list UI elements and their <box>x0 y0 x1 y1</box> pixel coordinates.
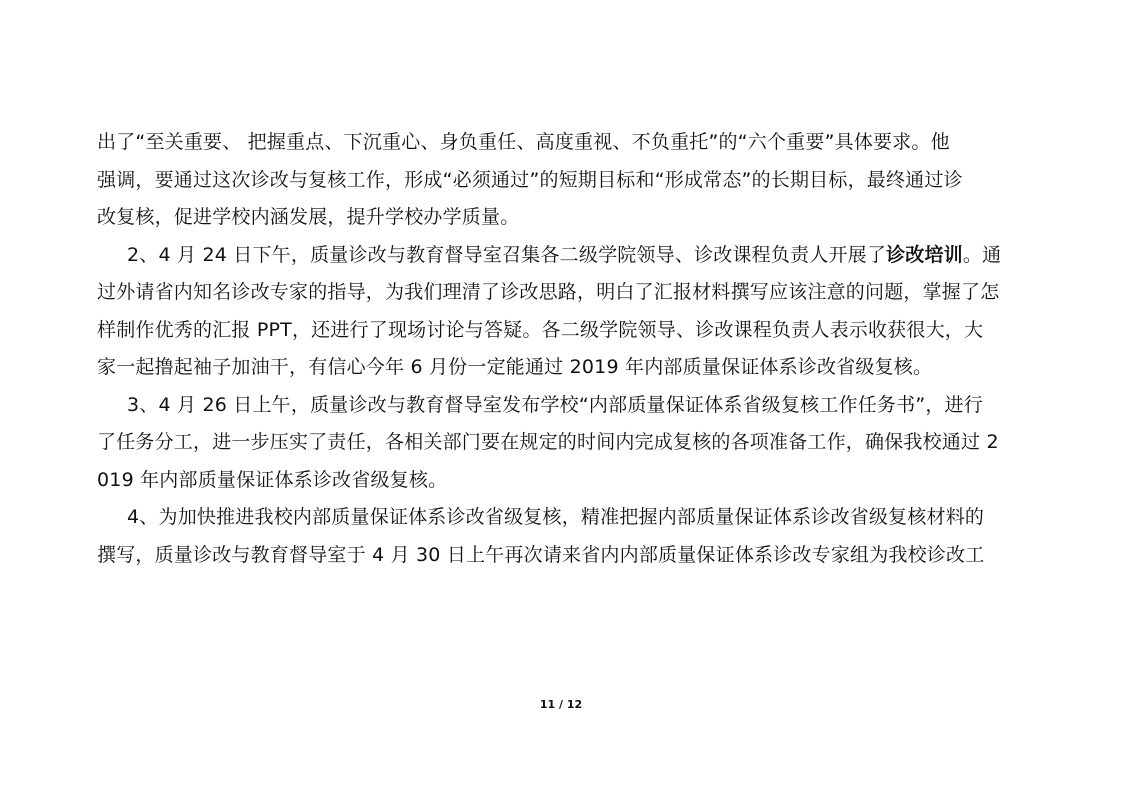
text-line: 了任务分工，进一步压实了责任，各相关部门要在规定的时间内完成复核的各项准备工作，确保我校通过 2 <box>97 431 999 453</box>
text-line: 出了“至关重要、 把握重点、下沉重心、身负重任、高度重视、不负重托”的“六个重要”具体要求。他 <box>97 131 950 153</box>
paragraph-item-4 <box>97 499 1027 574</box>
paragraph-continuation <box>97 124 1027 237</box>
highlight-text: 诊改培训 <box>886 243 963 266</box>
text-line: 强调，要通过这次诊改与复核工作，形成“必须通过”的短期目标和“形成常态”的长期目标，最终通过诊 <box>97 168 963 191</box>
text-line: 家一起撸起袖子加油干，有信心今年 6 月份一定能通过 2019 年内部质量保证体系诊改省级复核。 <box>97 356 933 378</box>
text-segment: 。通 <box>962 243 1002 266</box>
text-line: 4、为加快推进我校内部质量保证体系诊改省级复核，精准把握内部质量保证体系诊改省级复核材料的 <box>127 506 985 528</box>
text-line: 改复核，促进学校内涵发展，提升学校办学质量。 <box>97 206 520 228</box>
document-body <box>97 124 1027 574</box>
page-number: 11 / 12 <box>539 698 583 711</box>
text-segment: 2、4 月 24 日下午，质量诊改与教育督导室召集各二级学院领导、诊改课程负责人开展了 <box>127 243 887 266</box>
paragraph-item-2 <box>97 237 1027 387</box>
paragraph-item-3 <box>97 387 1027 500</box>
text-line: 撰写，质量诊改与教育督导室于 4 月 30 日上午再次请来省内内部质量保证体系诊改专家组为我校诊改工 <box>97 543 985 566</box>
text-line: 过外请省内知名诊改专家的指导，为我们理清了诊改思路，明白了汇报材料撰写应该注意的问题，掌握了怎 <box>97 281 1000 303</box>
text-line: 3、4 月 26 日上午，质量诊改与教育督导室发布学校“内部质量保证体系省级复核工作任务书”，进行 <box>127 393 983 416</box>
text-line: 样制作优秀的汇报 PPT，还进行了现场讨论与答疑。各二级学院领导、诊改课程负责人表示收获很大，大 <box>97 318 984 341</box>
text-line <box>97 237 1027 275</box>
text-line: 019 年内部质量保证体系诊改省级复核。 <box>97 468 448 491</box>
